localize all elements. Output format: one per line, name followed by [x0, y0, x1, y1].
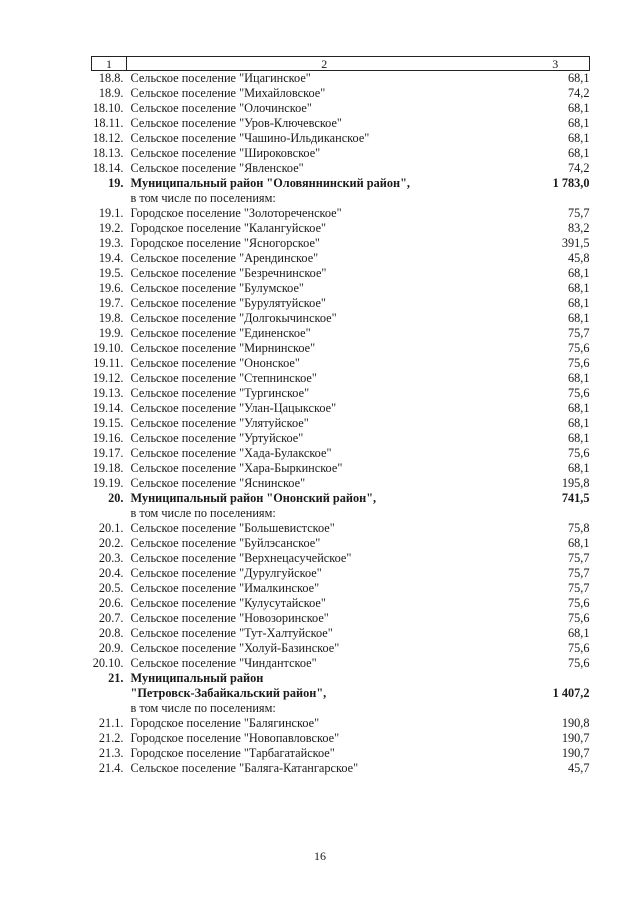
row-name: Сельское поселение "Арендинское" [130, 251, 319, 265]
row-number: 19.3. [98, 236, 124, 250]
table-row [92, 371, 590, 386]
row-number: 21.2. [98, 731, 124, 745]
row-name: Сельское поселение "Тут-Халтуйское" [130, 626, 333, 640]
table-row [92, 596, 590, 611]
row-value [522, 701, 590, 716]
row-name: Муниципальный район "Оловяннинский район", [130, 176, 411, 190]
row-value: 68,1 [567, 461, 590, 475]
row-name: Сельское поселение "Чашино-Ильдиканское" [130, 131, 370, 145]
row-number: 19.14. [92, 401, 124, 415]
row-name: Муниципальный район "Ононский район", [130, 491, 377, 505]
row-number: 20.4. [98, 566, 124, 580]
row-number: 19.13. [92, 386, 124, 400]
row-number: 18.14. [92, 161, 124, 175]
row-name: Сельское поселение "Хада-Булакское" [130, 446, 332, 460]
allocation-table [91, 56, 590, 776]
row-name: в том числе по поселениям: [130, 701, 276, 715]
table-row [92, 536, 590, 551]
table-row [92, 116, 590, 131]
row-value: 74,2 [567, 86, 590, 100]
row-value: 75,6 [567, 611, 590, 625]
row-name: Сельское поселение "Улан-Цацыкское" [130, 401, 337, 415]
row-value: 68,1 [567, 626, 590, 640]
row-value: 68,1 [567, 401, 590, 415]
table-header-row [92, 57, 590, 71]
row-number: 20.3. [98, 551, 124, 565]
row-number: 20. [108, 491, 124, 505]
table-row [92, 656, 590, 671]
header-col-1: 1 [92, 57, 127, 71]
page-number: 16 [314, 849, 326, 863]
table-row [92, 206, 590, 221]
table-row [92, 611, 590, 626]
row-name: Сельское поселение "Чиндантское" [130, 656, 317, 670]
row-number: 19.17. [92, 446, 124, 460]
row-name: Городское поселение "Калангуйское" [130, 221, 327, 235]
row-value: 741,5 [561, 491, 590, 505]
table-body [92, 71, 590, 777]
row-number: 19.9. [98, 326, 124, 340]
table-row [92, 266, 590, 281]
row-name: Сельское поселение "Дурулгуйское" [130, 566, 322, 580]
row-name: Сельское поселение "Булумское" [130, 281, 304, 295]
row-name: Сельское поселение "Явленское" [130, 161, 304, 175]
row-number: 21.1. [98, 716, 124, 730]
row-number: 20.6. [98, 596, 124, 610]
row-name: Сельское поселение "Баляга-Катангарское" [130, 761, 359, 775]
table-row [92, 491, 590, 506]
table-row [92, 71, 590, 87]
table-row [92, 161, 590, 176]
row-number: 20.10. [92, 656, 124, 670]
table-row [92, 521, 590, 536]
row-number: 18.13. [92, 146, 124, 160]
row-value: 195,8 [561, 476, 590, 490]
row-name: Сельское поселение "Верхнецасучейское" [130, 551, 352, 565]
table-row [92, 326, 590, 341]
table-row [92, 146, 590, 161]
row-name: Сельское поселение "Улятуйское" [130, 416, 309, 430]
row-number: 19.5. [98, 266, 124, 280]
row-value: 68,1 [567, 146, 590, 160]
header-col-3: 3 [522, 57, 590, 71]
table-row [92, 401, 590, 416]
row-value: 75,7 [567, 581, 590, 595]
row-value: 190,7 [561, 746, 590, 760]
table-row [92, 221, 590, 236]
row-value: 190,8 [561, 716, 590, 730]
row-name: Городское поселение "Балягинское" [130, 716, 320, 730]
table-row [92, 761, 590, 776]
row-name: Сельское поселение "Единенское" [130, 326, 311, 340]
row-value: 68,1 [567, 371, 590, 385]
row-value: 68,1 [567, 536, 590, 550]
row-name: Сельское поселение "Буйлэсанское" [130, 536, 321, 550]
table-row [92, 686, 590, 701]
row-number: 19.12. [92, 371, 124, 385]
row-number: 20.5. [98, 581, 124, 595]
row-value: 190,7 [561, 731, 590, 745]
table-row [92, 551, 590, 566]
row-number: 19.2. [98, 221, 124, 235]
row-value: 68,1 [567, 416, 590, 430]
row-value: 1 783,0 [552, 176, 590, 190]
table-row [92, 131, 590, 146]
row-number: 20.2. [98, 536, 124, 550]
table-row [92, 191, 590, 206]
table-row [92, 296, 590, 311]
row-value: 75,6 [567, 596, 590, 610]
table-row [92, 416, 590, 431]
row-number: 19.11. [93, 356, 124, 370]
row-name: "Петровск-Забайкальский район", [130, 686, 327, 700]
row-name: Сельское поселение "Безречнинское" [130, 266, 327, 280]
row-name: Сельское поселение "Ицагинское" [130, 71, 311, 85]
row-name: Городское поселение "Золотореченское" [130, 206, 342, 220]
table-row [92, 446, 590, 461]
row-number: 19.15. [92, 416, 124, 430]
row-value: 68,1 [567, 431, 590, 445]
row-value: 68,1 [567, 131, 590, 145]
row-value: 75,7 [567, 326, 590, 340]
row-value: 75,6 [567, 356, 590, 370]
row-number: 21.4. [98, 761, 124, 775]
table-row [92, 626, 590, 641]
row-value: 68,1 [567, 101, 590, 115]
table-row [92, 311, 590, 326]
row-value: 391,5 [561, 236, 590, 250]
table-row [92, 176, 590, 191]
row-value: 75,6 [567, 341, 590, 355]
table-row [92, 746, 590, 761]
row-name: Сельское поселение "Холуй-Базинское" [130, 641, 340, 655]
row-number: 21.3. [98, 746, 124, 760]
row-name: Городское поселение "Новопавловское" [130, 731, 340, 745]
row-name: Сельское поселение "Степнинское" [130, 371, 317, 385]
table-row [92, 341, 590, 356]
row-value: 68,1 [567, 266, 590, 280]
row-number [92, 506, 127, 521]
row-number: 20.1. [98, 521, 124, 535]
row-number: 19.10. [92, 341, 124, 355]
row-number: 21. [108, 671, 124, 685]
row-name: в том числе по поселениям: [130, 506, 276, 520]
row-name: Сельское поселение "Тургинское" [130, 386, 310, 400]
row-name: Сельское поселение "Большевистское" [130, 521, 335, 535]
row-number: 18.12. [92, 131, 124, 145]
row-value: 68,1 [567, 311, 590, 325]
row-name: Сельское поселение "Хара-Быркинское" [130, 461, 343, 475]
row-number: 19.18. [92, 461, 124, 475]
row-value: 45,8 [567, 251, 590, 265]
row-value [522, 506, 590, 521]
row-value: 75,7 [567, 566, 590, 580]
row-value: 68,1 [567, 296, 590, 310]
row-number: 18.11. [93, 116, 124, 130]
table-row [92, 251, 590, 266]
row-name: Сельское поселение "Новозоринское" [130, 611, 329, 625]
row-name: Городское поселение "Тарбагатайское" [130, 746, 335, 760]
row-number: 19.1. [98, 206, 124, 220]
row-number: 19.6. [98, 281, 124, 295]
table-row [92, 701, 590, 716]
row-number [92, 686, 127, 701]
table-row [92, 716, 590, 731]
row-number: 19.16. [92, 431, 124, 445]
row-name: Сельское поселение "Яснинское" [130, 476, 306, 490]
table-row [92, 281, 590, 296]
row-name: Сельское поселение "Михайловское" [130, 86, 326, 100]
row-number [92, 191, 127, 206]
table-row [92, 86, 590, 101]
table-row [92, 476, 590, 491]
row-value: 75,8 [567, 521, 590, 535]
row-value: 1 407,2 [552, 686, 590, 700]
row-number: 19.8. [98, 311, 124, 325]
row-value: 45,7 [567, 761, 590, 775]
row-name: Сельское поселение "Бурулятуйское" [130, 296, 326, 310]
row-number: 18.8. [98, 71, 124, 85]
row-name: Сельское поселение "Мирнинское" [130, 341, 316, 355]
row-value: 75,7 [567, 551, 590, 565]
table-row [92, 461, 590, 476]
row-value: 83,2 [567, 221, 590, 235]
table-row [92, 386, 590, 401]
row-number [92, 701, 127, 716]
row-name: Сельское поселение "Ононское" [130, 356, 300, 370]
row-value: 68,1 [567, 116, 590, 130]
row-value: 75,6 [567, 386, 590, 400]
row-name: Сельское поселение "Долгокычинское" [130, 311, 337, 325]
row-value [522, 191, 590, 206]
row-name: Сельское поселение "Широковское" [130, 146, 321, 160]
row-number: 18.9. [98, 86, 124, 100]
row-name: Сельское поселение "Уров-Ключевское" [130, 116, 342, 130]
row-name: Сельское поселение "Кулусутайское" [130, 596, 326, 610]
row-value: 74,2 [567, 161, 590, 175]
table-row [92, 236, 590, 251]
table-row [92, 671, 590, 686]
row-number: 19.7. [98, 296, 124, 310]
row-name: в том числе по поселениям: [130, 191, 276, 205]
table-row [92, 566, 590, 581]
row-value: 75,6 [567, 656, 590, 670]
row-value: 75,7 [567, 206, 590, 220]
table-row [92, 581, 590, 596]
row-name: Сельское поселение "Олочинское" [130, 101, 312, 115]
row-number: 19. [108, 176, 124, 190]
table-row [92, 506, 590, 521]
row-value: 75,6 [567, 446, 590, 460]
row-value: 75,6 [567, 641, 590, 655]
row-number: 19.19. [92, 476, 124, 490]
row-name: Муниципальный район [130, 671, 264, 685]
row-number: 19.4. [98, 251, 124, 265]
table-row [92, 356, 590, 371]
row-number: 18.10. [92, 101, 124, 115]
table-row [92, 641, 590, 656]
row-number: 20.9. [98, 641, 124, 655]
table-row [92, 431, 590, 446]
row-value: 68,1 [567, 281, 590, 295]
row-name: Городское поселение "Ясногорское" [130, 236, 320, 250]
row-number: 20.8. [98, 626, 124, 640]
row-name: Сельское поселение "Ималкинское" [130, 581, 320, 595]
row-number: 20.7. [98, 611, 124, 625]
table-row [92, 101, 590, 116]
row-name: Сельское поселение "Уртуйское" [130, 431, 304, 445]
table-row [92, 731, 590, 746]
row-value [522, 671, 590, 686]
header-col-2: 2 [127, 57, 522, 71]
row-value: 68,1 [567, 71, 590, 85]
